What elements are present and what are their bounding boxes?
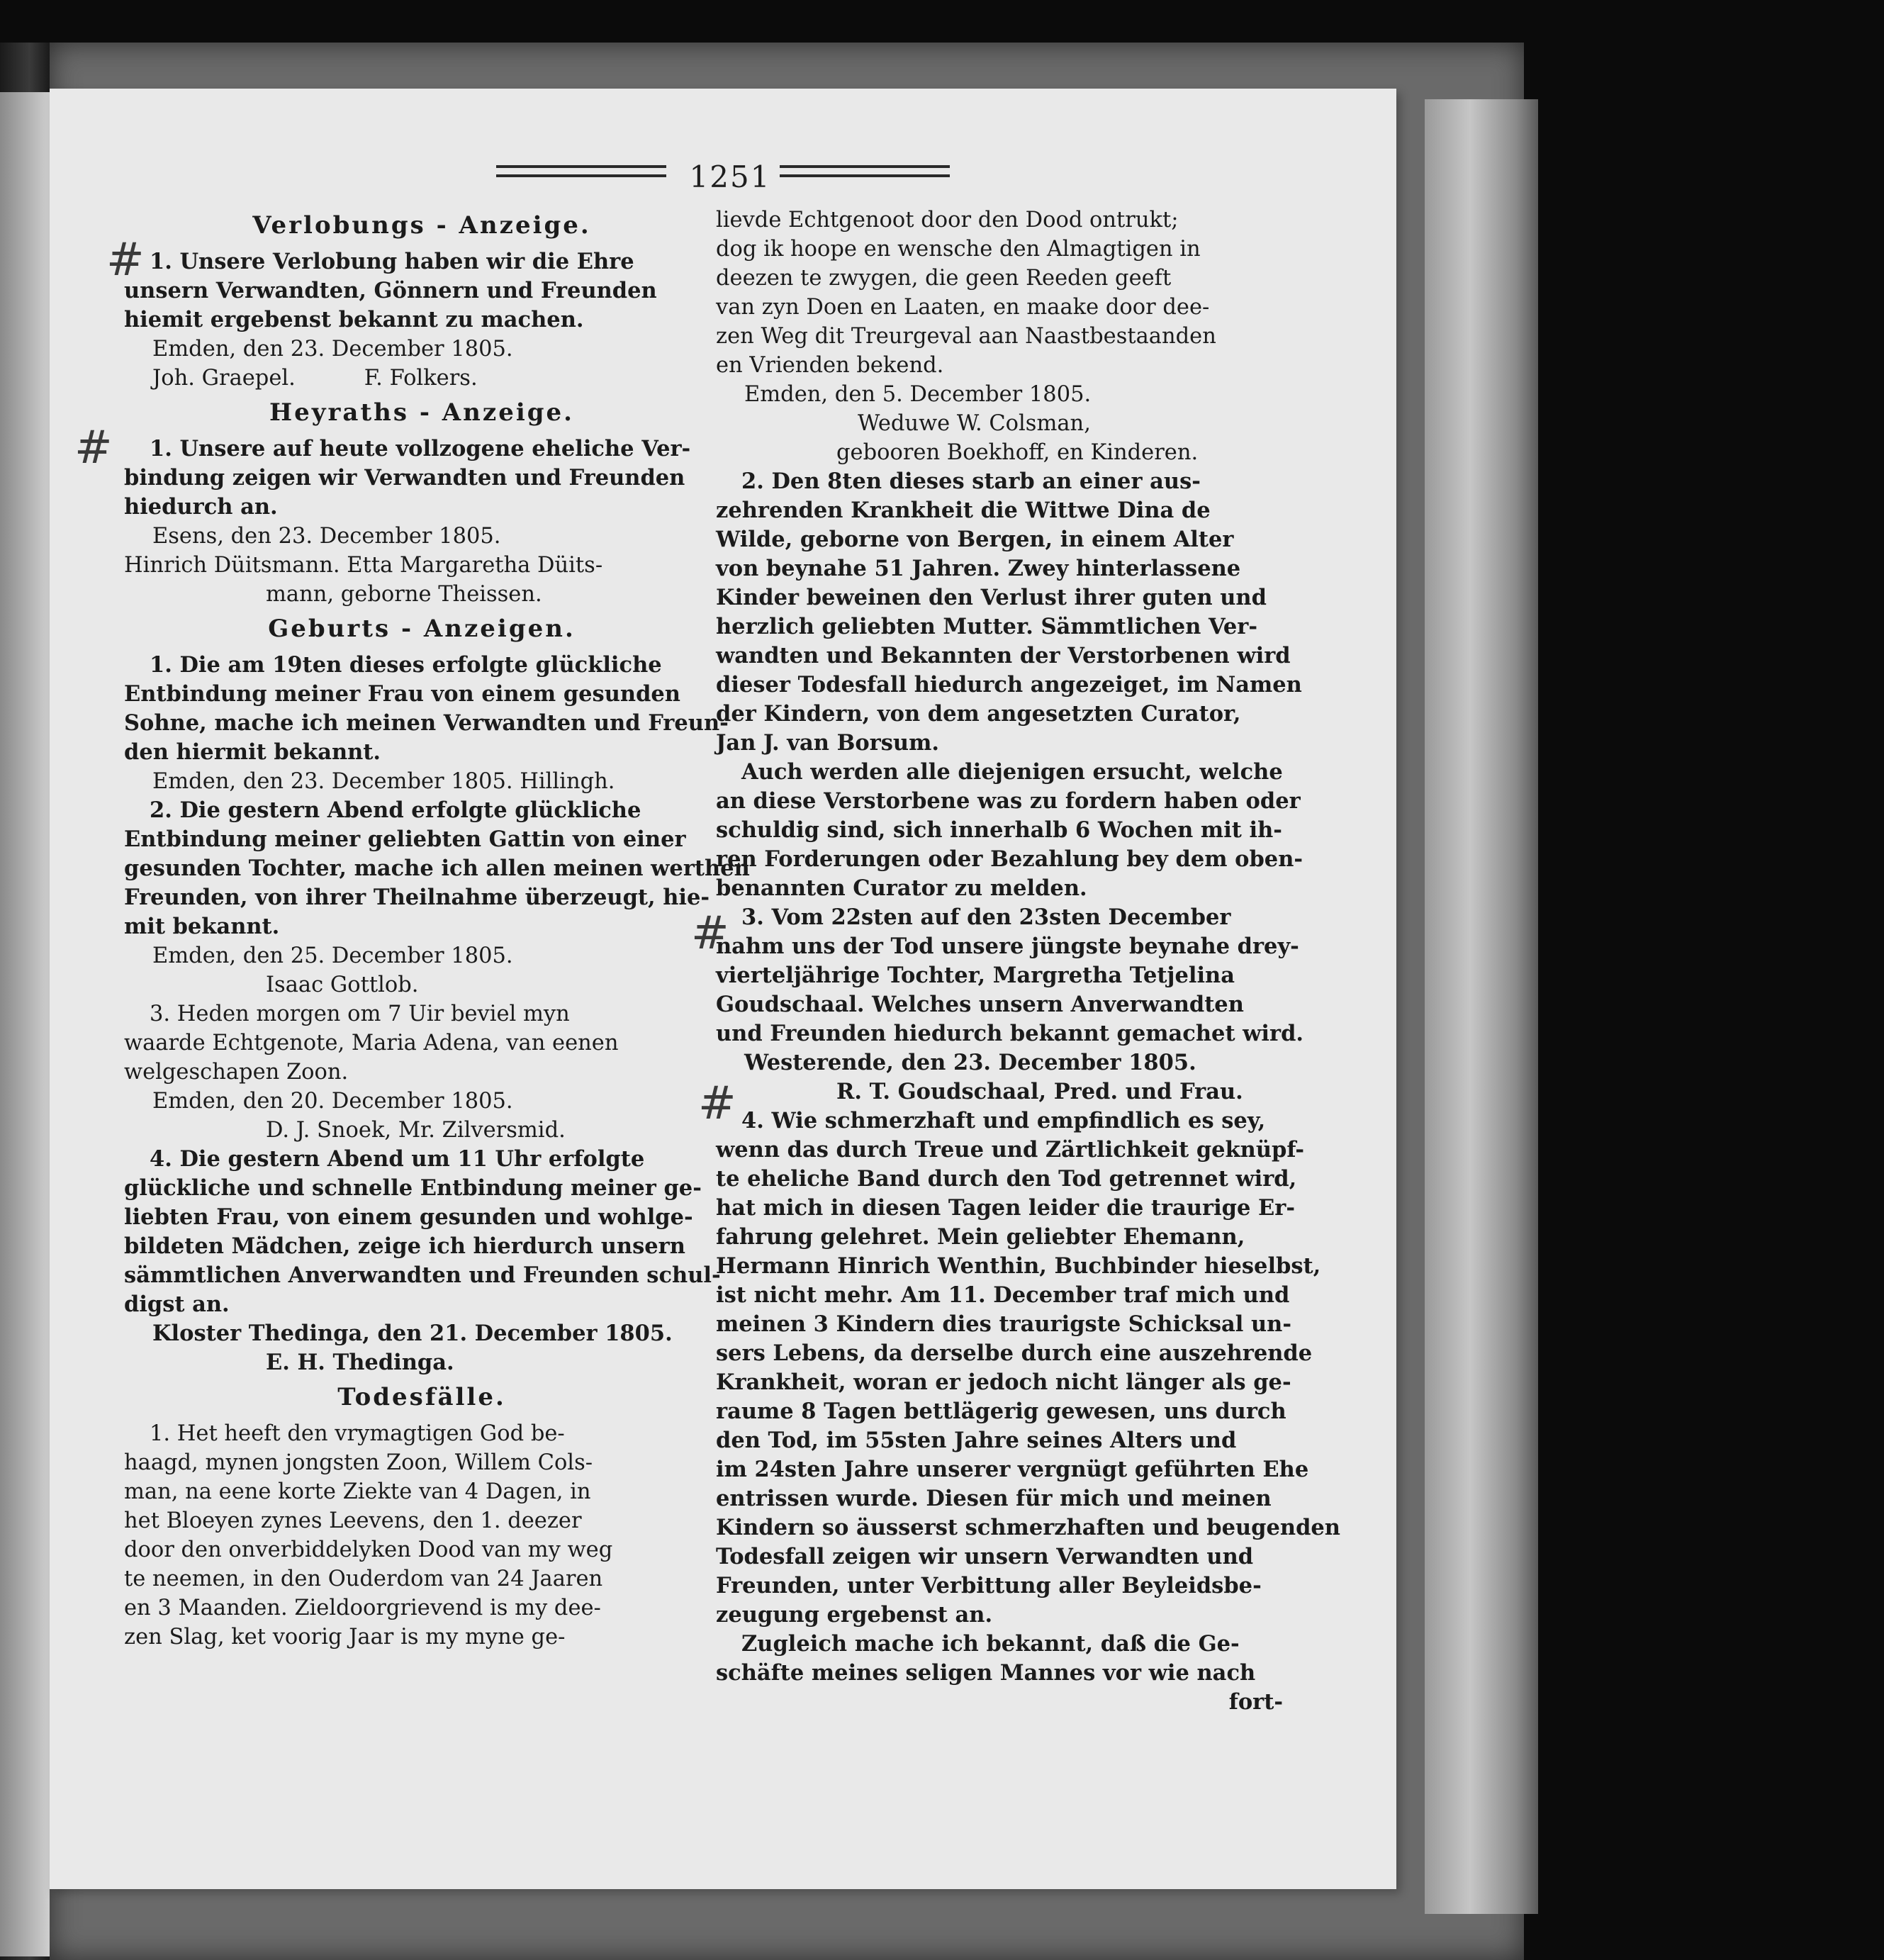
heading-heyrath: Heyraths - Anzeige. [269,398,574,427]
todesfall-1-line: haagd, mynen jongsten Zoon, Willem Cols- [124,1450,593,1475]
todesfall-4-line: 4. Wie schmerzhaft und empfindlich es sey, [741,1108,1266,1133]
geburt-3-line: waarde Echtgenote, Maria Adena, van eenen [124,1031,619,1055]
heyrath-line: bindung zeigen wir Verwandten und Freunden [124,465,685,491]
heyrath-names: Hinrich Düitsmann. Etta Margaretha Düits- [124,553,603,578]
colsman-line: en Vrienden bekend. [716,353,944,378]
colsman-line: van zyn Doen en Laaten, en maake door dee- [716,295,1210,320]
todesfall-2-line: zehrenden Krankheit die Wittwe Dina de [716,498,1211,523]
margin-mark-3: # [691,907,729,960]
printed-page [50,89,1396,1889]
page-number: 1251 [689,159,771,194]
colsman-line: zen Weg dit Treurgeval aan Naastbestaanden [716,324,1216,349]
todesfall-4-line: sers Lebens, da derselbe durch eine auszehrende [716,1340,1313,1366]
todesfall-3-line: 3. Vom 22sten auf den 23sten December [741,905,1231,930]
verlobung-names: Joh. Graepel. F. Folkers. [152,366,478,391]
todesfall-2-line: wandten und Bekannten der Verstorbenen wird [716,643,1291,668]
todesfall-1-line: te neemen, in den Ouderdom van 24 Jaaren [124,1567,603,1591]
worn-cover-edge [1425,99,1538,1914]
verlobung-place: Emden, den 23. December 1805. [152,337,513,362]
geburt-1-place: Emden, den 23. December 1805. Hillingh. [152,769,615,794]
todesfall-4-line: raume 8 Tagen bettlägerig gewesen, uns durch [716,1399,1286,1424]
geburt-2-line: gesunden Tochter, mache ich allen meinen werthen [124,856,750,881]
todesfall-2b-line: benannten Curator zu melden. [716,875,1087,901]
todesfall-1-line: door den onverbiddelyken Dood van my weg [124,1538,613,1562]
todesfall-4-line: entrissen wurde. Diesen für mich und meinen [716,1486,1272,1511]
todesfall-2b-line: an diese Verstorbene was zu fordern haben oder [716,788,1301,814]
todesfall-4-line: te eheliche Band durch den Tod getrennet wird, [716,1166,1297,1192]
todesfall-2-line: Kinder beweinen den Verlust ihrer guten und [716,585,1267,610]
todesfall-4-line: meinen 3 Kindern dies traurigste Schicksal un- [716,1311,1292,1337]
geburt-2-line: 2. Die gestern Abend erfolgte glückliche [150,797,641,823]
colsman-line: deezen te zwygen, die geen Reeden geeft [716,266,1172,291]
geburt-3-name: D. J. Snoek, Mr. Zilversmid. [266,1118,566,1143]
catchword: fort- [1228,1689,1283,1715]
todesfall-1-line: en 3 Maanden. Zieldoorgrievend is my dee- [124,1596,601,1620]
margin-mark-2: # [74,422,113,474]
todesfall-2-line: 2. Den 8ten dieses starb an einer aus- [741,469,1201,494]
geburt-1-line: den hiermit bekannt. [124,739,381,765]
todesfall-3-line: vierteljährige Tochter, Margretha Tetjelina [716,963,1235,988]
todesfall-2-line: Wilde, geborne von Bergen, in einem Alter [716,527,1234,552]
colsman-name: gebooren Boekhoff, en Kinderen. [836,440,1199,465]
todesfall-4-line: Freunden, unter Verbittung aller Beyleidsbe- [716,1573,1262,1598]
verlobung-line: hiemit ergebenst bekannt zu machen. [124,307,584,332]
todesfall-3-place: Westerende, den 23. December 1805. [744,1050,1196,1075]
todesfall-2b-line: schuldig sind, sich innerhalb 6 Wochen mit ih- [716,817,1282,843]
todesfall-1-line: 1. Het heeft den vrymagtigen God be- [150,1421,565,1446]
todesfall-4-line: Krankheit, woran er jedoch nicht länger als ge- [716,1370,1291,1395]
facing-page-edge [0,92,50,1956]
todesfall-4-line: im 24sten Jahre unserer vergnügt geführten Ehe [716,1457,1309,1482]
todesfall-2-line: herzlich geliebten Mutter. Sämmtlichen Ver- [716,614,1257,639]
colsman-name: Weduwe W. Colsman, [858,411,1091,436]
todesfall-3-line: nahm uns der Tod unsere jüngste beynahe drey- [716,934,1299,959]
todesfall-2-line: von beynahe 51 Jahren. Zwey hinterlassene [716,556,1241,581]
geburt-3-place: Emden, den 20. December 1805. [152,1089,513,1114]
todesfall-2-line: der Kindern, von dem angesetzten Curator, [716,701,1241,727]
geburt-4-line: bildeten Mädchen, zeige ich hierdurch unsern [124,1233,685,1259]
colsman-line: lievde Echtgenoot door den Dood ontrukt; [716,208,1179,233]
geburt-3-line: 3. Heden morgen om 7 Uir beviel myn [150,1002,570,1026]
verlobung-line: 1. Unsere Verlobung haben wir die Ehre [150,249,634,274]
geburt-4-line: glückliche und schnelle Entbindung meiner ge- [124,1175,702,1201]
geburt-3-line: welgeschapen Zoon. [124,1060,349,1085]
todesfall-4-line: fahrung gelehret. Mein geliebter Ehemann, [716,1224,1245,1250]
geburt-2-name: Isaac Gottlob. [266,973,419,997]
todesfall-4-line: Kindern so äusserst schmerzhaften und beugenden [716,1515,1340,1540]
header-rule-left [496,165,666,177]
colsman-line: dog ik hoope en wensche den Almagtigen in [716,237,1201,262]
geburt-2-line: Entbindung meiner geliebten Gattin von einer [124,827,686,852]
heyrath-place: Esens, den 23. December 1805. [152,524,501,549]
geburt-4-name: E. H. Thedinga. [266,1350,454,1375]
todesfall-4-line: Hermann Hinrich Wenthin, Buchbinder hieselbst, [716,1253,1321,1279]
todesfall-3-line: und Freunden hiedurch bekannt gemachet wird. [716,1021,1304,1046]
todesfall-2-line: Jan J. van Borsum. [716,730,939,756]
todesfall-4-line: den Tod, im 55sten Jahre seines Alters und [716,1428,1237,1453]
todesfall-4-line: wenn das durch Treue und Zärtlichkeit geknüpf- [716,1137,1305,1163]
heyrath-names: mann, geborne Theissen. [266,582,542,607]
heading-todesfaelle: Todesfälle. [337,1383,506,1411]
margin-mark-4: # [698,1077,736,1130]
todesfall-3-line: Goudschaal. Welches unsern Anverwandten [716,992,1244,1017]
geburt-4-line: 4. Die gestern Abend um 11 Uhr erfolgte [150,1146,645,1172]
todesfall-1-line: zen Slag, ket voorig Jaar is my myne ge- [124,1625,566,1650]
geburt-1-line: Entbindung meiner Frau von einem gesunden [124,681,680,707]
heading-verlobung: Verlobungs - Anzeige. [252,211,591,240]
geburt-4-line: sämmtlichen Anverwandten und Freunden schul- [124,1262,721,1288]
todesfall-1-line: het Bloeyen zynes Leevens, den 1. deezer [124,1508,582,1533]
todesfall-2b-line: Auch werden alle diejenigen ersucht, welche [741,759,1283,785]
todesfall-4-line: Todesfall zeigen wir unsern Verwandten und [716,1544,1254,1569]
todesfall-3-name: R. T. Goudschaal, Pred. und Frau. [836,1079,1243,1104]
geburt-2-line: mit bekannt. [124,914,280,939]
geburt-4-line: digst an. [124,1292,230,1317]
verlobung-line: unsern Verwandten, Gönnern und Freunden [124,278,657,303]
todesfall-4b-line: Zugleich mache ich bekannt, daß die Ge- [741,1631,1240,1657]
todesfall-4-line: ist nicht mehr. Am 11. December traf mich und [716,1282,1290,1308]
heading-geburt: Geburts - Anzeigen. [268,615,576,643]
right-column [716,206,1340,1717]
todesfall-4-line: zeugung ergebenst an. [716,1602,993,1628]
left-column [124,206,750,1652]
geburt-4-line: liebten Frau, von einem gesunden und wohlge- [124,1204,693,1230]
todesfall-2b-line: ren Forderungen oder Bezahlung bey dem oben- [716,846,1303,872]
todesfall-1-line: man, na eene korte Ziekte van 4 Dagen, in [124,1479,591,1504]
heyrath-line: hiedurch an. [124,494,278,520]
todesfall-4b-line: schäfte meines seligen Mannes vor wie nach [716,1660,1256,1686]
geburt-2-place: Emden, den 25. December 1805. [152,943,513,968]
heyrath-line: 1. Unsere auf heute vollzogene eheliche Ver- [150,436,691,461]
geburt-2-line: Freunden, von ihrer Theilnahme überzeugt, hie- [124,885,710,910]
colsman-place: Emden, den 5. December 1805. [744,382,1092,407]
header-rule-right [780,165,950,177]
todesfall-4-line: hat mich in diesen Tagen leider die traurige Er- [716,1195,1296,1221]
geburt-4-place: Kloster Thedinga, den 21. December 1805. [152,1321,673,1346]
todesfall-2-line: dieser Todesfall hiedurch angezeiget, im Namen [716,672,1302,698]
geburt-1-line: Sohne, mache ich meinen Verwandten und Freun- [124,710,729,736]
margin-mark-1: # [106,234,145,286]
geburt-1-line: 1. Die am 19ten dieses erfolgte glückliche [150,652,662,678]
